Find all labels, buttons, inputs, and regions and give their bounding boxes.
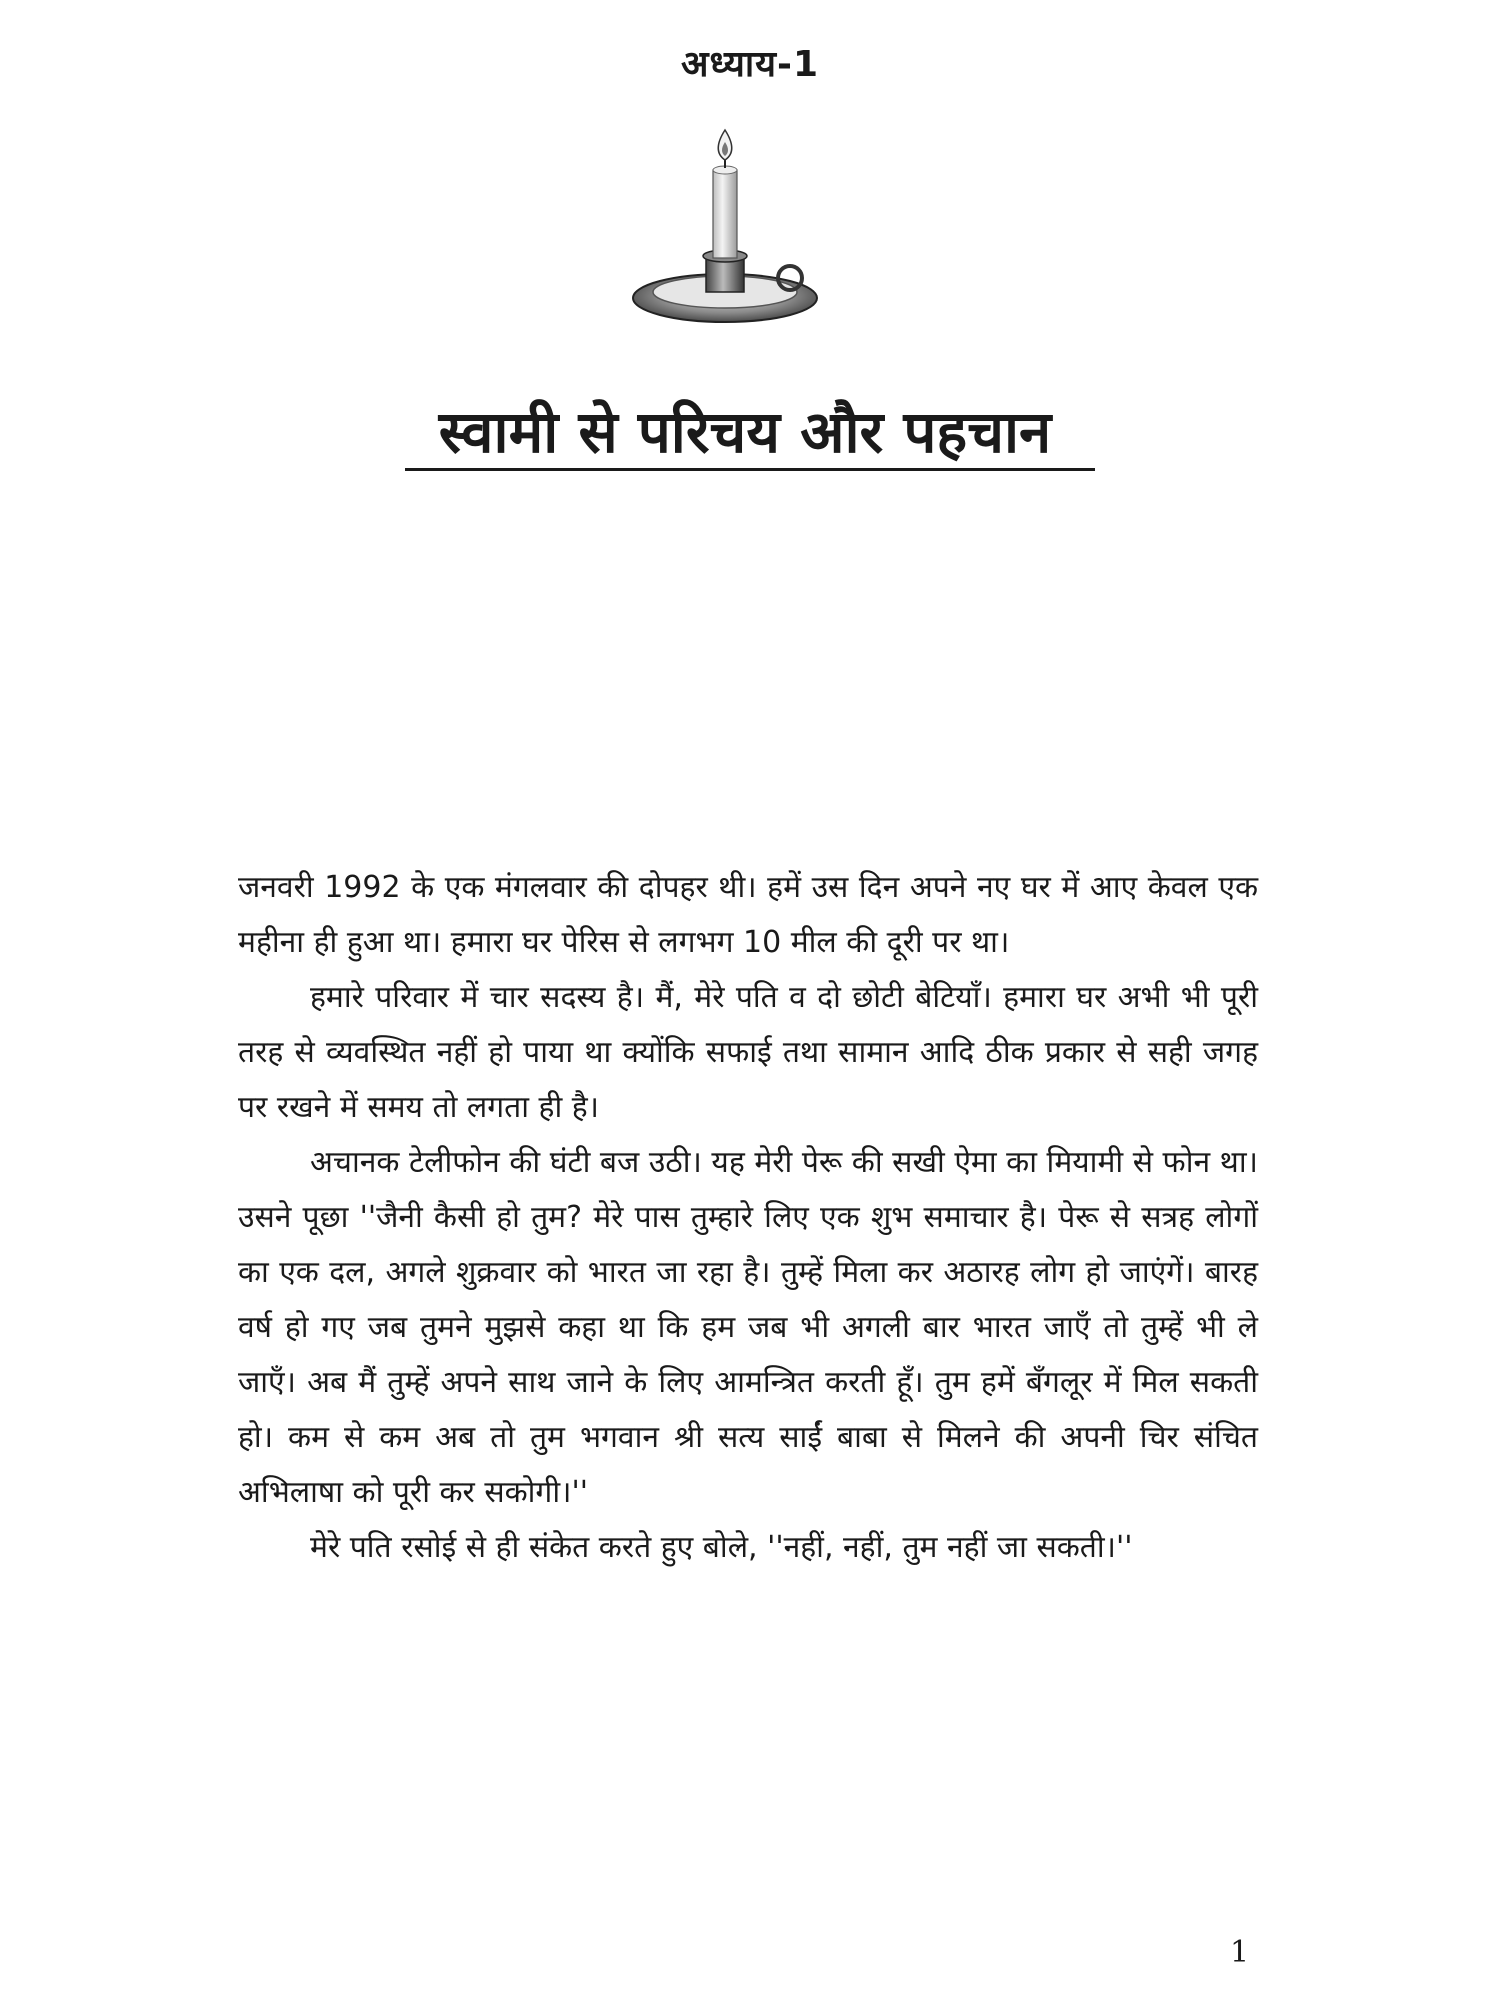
page-number: 1 [1230, 1935, 1250, 1970]
paragraph-2: हमारे परिवार में चार सदस्य है। मैं, मेरे पति व दो छोटी बेटियाँ। हमारा घर अभी भी पूरी तरह से व्यवस्थित नहीं हो पाया था क्योंकि सफाई तथा सामान आदि ठीक प्रकार से सही जगह पर रखने में समय तो लगता ही है। [238, 980, 1258, 1125]
candle-icon [620, 128, 830, 328]
title-underline [405, 468, 1095, 471]
paragraph-1: जनवरी 1992 के एक मंगलवार की दोपहर थी। हमें उस दिन अपने नए घर में आए केवल एक महीना ही हुआ था। हमारा घर पेरिस से लगभग 10 मील की दूरी पर था। [238, 870, 1258, 960]
paragraph-4: मेरे पति रसोई से ही संकेत करते हुए बोले, ''नहीं, नहीं, तुम नहीं जा सकती।'' [310, 1530, 1133, 1565]
candle-illustration [620, 128, 830, 328]
chapter-label: अध्याय-1 [680, 44, 820, 85]
body-text [238, 860, 1258, 1575]
chapter-title: स्वामी से परिचय और पहचान [438, 398, 1052, 466]
paragraph-3: अचानक टेलीफोन की घंटी बज उठी। यह मेरी पेरू की सखी ऐमा का मियामी से फोन था। उसने पूछा ''जैनी कैसी हो तुम? मेरे पास तुम्हारे लिए एक शुभ समाचार है। पेरू से सत्रह लोगों का एक दल, अगले शुक्रवार को भारत जा रहा है। तुम्हें मिला कर अठारह लोग हो जाएंगें। बारह वर्ष हो गए जब तुमने मुझसे कहा था कि हम जब भी अगली बार भारत जाएँ तो तुम्हें भी ले जाएँ। अब मैं तुम्हें अपने साथ जाने के लिए आमन्त्रित करती हूँ। तुम हमें बँगलूर में मिल सकती हो। कम से कम अब तो तुम भगवान श्री सत्य साईं बाबा से मिलने की अपनी चिर संचित अभिलाषा को पूरी कर सकोगी।'' [238, 1145, 1258, 1510]
